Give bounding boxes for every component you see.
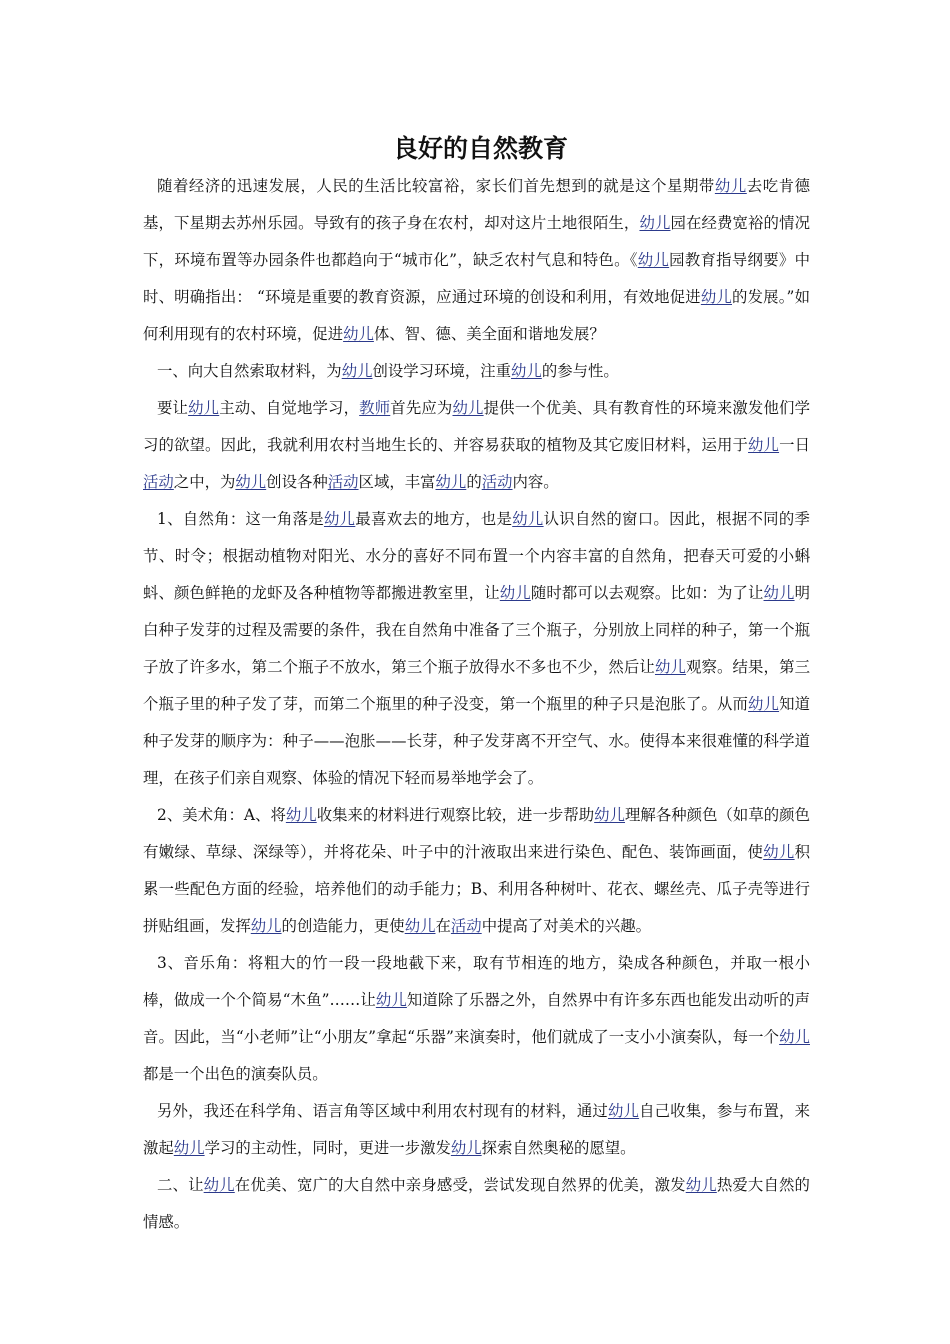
paragraph-text: 认识自然的窗口。因此，根据不同的季节、时令；根据动植物对阳光、水分的喜好不同布置一个内容丰富的自然角，把春天可爱的小蝌蚪、颜色鲜艳的龙虾及各种植物等都搬进教室里，让 xyxy=(143,510,810,602)
keyword-link[interactable]: 幼儿 xyxy=(435,473,467,491)
paragraph-text: 一日 xyxy=(779,436,810,454)
keyword-link[interactable]: 幼儿 xyxy=(763,843,795,861)
paragraph-text: 随时都可以去观察。比如：为了让 xyxy=(530,584,764,602)
paragraph-text: 体、智、德、美全面和谐地发展？ xyxy=(373,325,605,343)
paragraph-text: 之中，为 xyxy=(173,473,236,491)
keyword-link[interactable]: 幼儿 xyxy=(512,510,544,528)
body-paragraph xyxy=(143,501,810,797)
paragraph-text: 知道种子发芽的顺序为：种子——泡胀——长芽，种子发芽离不开空气、水。使得本来很难懂的科学道理，在孩子们亲自观察、体验的情况下轻而易举地学会了。 xyxy=(143,695,810,787)
paragraph-text: 都是一个出色的演奏队员。 xyxy=(143,1065,328,1083)
keyword-link[interactable]: 幼儿 xyxy=(235,473,267,491)
keyword-link[interactable]: 幼儿 xyxy=(594,806,626,824)
keyword-link[interactable]: 幼儿 xyxy=(763,584,795,602)
paragraph-text: 另外，我还在科学角、语言角等区域中利用农村现有的材料，通过 xyxy=(157,1102,608,1120)
paragraph-text: 热爱大自然的情感。 xyxy=(143,1176,810,1231)
keyword-link[interactable]: 幼儿 xyxy=(639,214,671,232)
paragraph-text: 在优美、宽广的大自然中亲身感受，尝试发现自然界的优美，激发 xyxy=(234,1176,686,1194)
paragraph-text: 的创造能力，更使 xyxy=(281,917,405,935)
keyword-link[interactable]: 幼儿 xyxy=(375,991,407,1009)
paragraph-text: 园在经费宽裕的情况下，环境布置等办园条件也都趋向于“城市化”，缺乏农村气息和特色。《 xyxy=(143,214,810,269)
document-page xyxy=(143,124,810,1241)
keyword-link[interactable]: 幼儿 xyxy=(748,695,780,713)
keyword-link[interactable]: 幼儿 xyxy=(685,1176,717,1194)
keyword-link[interactable]: 幼儿 xyxy=(343,325,374,343)
paragraph-text: 的 xyxy=(466,473,482,491)
keyword-link[interactable]: 幼儿 xyxy=(499,584,531,602)
keyword-link[interactable]: 幼儿 xyxy=(450,1139,482,1157)
keyword-link[interactable]: 幼儿 xyxy=(714,177,747,195)
keyword-link[interactable]: 幼儿 xyxy=(637,251,670,269)
body-paragraph xyxy=(143,797,810,945)
document-body xyxy=(143,168,810,1241)
paragraph-text: 内容。 xyxy=(512,473,559,491)
keyword-link[interactable]: 幼儿 xyxy=(452,399,484,417)
paragraph-text: 最喜欢去的地方，也是 xyxy=(355,510,513,528)
keyword-link[interactable]: 活动 xyxy=(143,473,174,491)
keyword-link[interactable]: 幼儿 xyxy=(250,917,282,935)
keyword-link[interactable]: 活动 xyxy=(481,473,513,491)
paragraph-text: 的发展。”如何利用现有的农村环境，促进 xyxy=(143,288,810,343)
paragraph-text: 区域，丰富 xyxy=(358,473,436,491)
paragraph-text: 要让 xyxy=(157,399,189,417)
keyword-link[interactable]: 幼儿 xyxy=(607,1102,640,1120)
paragraph-text: 创设各种 xyxy=(266,473,328,491)
section-heading xyxy=(143,1167,810,1241)
body-paragraph xyxy=(143,168,810,353)
keyword-link[interactable]: 幼儿 xyxy=(323,510,356,528)
body-paragraph xyxy=(143,390,810,501)
paragraph-text: 一、向大自然索取材料，为 xyxy=(157,362,342,380)
paragraph-text: 首先应为 xyxy=(390,399,453,417)
paragraph-text: 学习的主动性，同时，更进一步激发 xyxy=(204,1139,451,1157)
keyword-link[interactable]: 幼儿 xyxy=(404,917,436,935)
paragraph-text: 理解各种颜色（如草的颜色有嫩绿、草绿、深绿等），并将花朵、叶子中的汁液取出来进行染色、配色、装饰画面，使 xyxy=(143,806,810,861)
paragraph-text: 1、自然角：这一角落是 xyxy=(157,510,324,528)
paragraph-text: 的参与性。 xyxy=(541,362,619,380)
paragraph-text: 观察。结果，第三个瓶子里的种子发了芽，而第二个瓶里的种子没变，第一个瓶里的种子只是泡胀了。从而 xyxy=(143,658,810,713)
document-title: 良好的自然教育 xyxy=(392,134,568,163)
paragraph-text: 提供一个优美、具有教育性的环境来激发他们学习的欲望。因此，我就利用农村当地生长的、并容易获取的植物及其它废旧材料，运用于 xyxy=(143,399,810,454)
paragraph-text: 中提高了对美术的兴趣。 xyxy=(481,917,651,935)
paragraph-text: 去吃肯德基，下星期去苏州乐园。导致有的孩子身在农村，却对这片土地很陌生， xyxy=(143,177,810,232)
paragraph-text: 明白种子发芽的过程及需要的条件，我在自然角中准备了三个瓶子，分别放上同样的种子，第一个瓶子放了许多水，第二个瓶子不放水，第三个瓶子放得水不多也不少，然后让 xyxy=(143,584,810,676)
paragraph-text: 探索自然奥秘的愿望。 xyxy=(481,1139,636,1157)
keyword-link[interactable]: 幼儿 xyxy=(285,806,317,824)
body-paragraph xyxy=(143,1093,810,1167)
keyword-link[interactable]: 幼儿 xyxy=(779,1028,810,1046)
paragraph-text: 随着经济的迅速发展，人民的生活比较富裕，家长们首先想到的就是这个星期带 xyxy=(157,177,715,195)
paragraph-text: 在 xyxy=(435,917,451,935)
paragraph-text: 3、音乐角：将粗大的竹一段一段地截下来，取有节相连的地方，染成各种颜色，并取一根小棒，做成一个个简易“木鱼”……让 xyxy=(143,954,810,1009)
keyword-link[interactable]: 幼儿 xyxy=(188,399,220,417)
keyword-link[interactable]: 幼儿 xyxy=(654,658,686,676)
paragraph-text: 2、美术角：A、将 xyxy=(157,806,286,824)
paragraph-text: 积累一些配色方面的经验，培养他们的动手能力；B、利用各种树叶、花衣、螺丝壳、瓜子壳等进行拼贴组画，发挥 xyxy=(143,843,810,935)
paragraph-text: 创设学习环境，注重 xyxy=(372,362,512,380)
keyword-link[interactable]: 幼儿 xyxy=(203,1176,235,1194)
keyword-link[interactable]: 幼儿 xyxy=(748,436,780,454)
body-paragraph xyxy=(143,945,810,1093)
paragraph-text: 二、让 xyxy=(157,1176,204,1194)
keyword-link[interactable]: 幼儿 xyxy=(173,1139,205,1157)
paragraph-text: 自己收集，参与布置，来激起 xyxy=(143,1102,810,1157)
paragraph-text: 主动、自觉地学习， xyxy=(219,399,360,417)
section-heading xyxy=(143,353,810,390)
keyword-link[interactable]: 幼儿 xyxy=(511,362,542,380)
paragraph-text: 园教育指导纲要》中时、明确指出： “环境是重要的教育资源，应通过环境的创设和利用，有效地促进 xyxy=(143,251,810,306)
keyword-link[interactable]: 活动 xyxy=(450,917,482,935)
paragraph-text: 收集来的材料进行观察比较，进一步帮助 xyxy=(316,806,595,824)
keyword-link[interactable]: 幼儿 xyxy=(700,288,732,306)
keyword-link[interactable]: 教师 xyxy=(359,399,391,417)
keyword-link[interactable]: 活动 xyxy=(327,473,359,491)
paragraph-text: 知道除了乐器之外，自然界中有许多东西也能发出动听的声音。因此，当“小老师”让“小朋友”拿起“乐器”来演奏时，他们就成了一支小小演奏队，每一个 xyxy=(143,991,810,1046)
keyword-link[interactable]: 幼儿 xyxy=(341,362,373,380)
